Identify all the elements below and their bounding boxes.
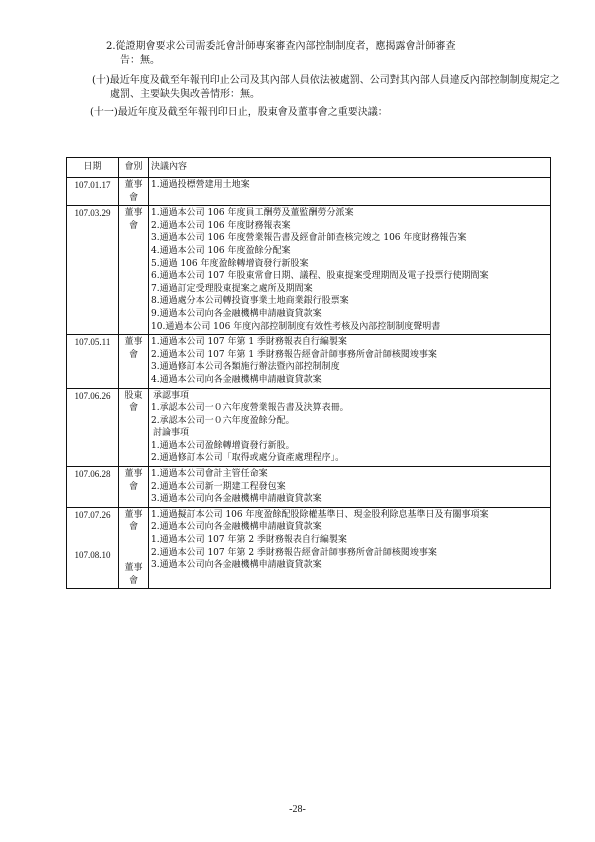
table-header-row bbox=[67, 158, 551, 178]
header-resolution: 決議內容 bbox=[149, 158, 551, 178]
intro-item-11 bbox=[90, 106, 562, 120]
resolution-item: 2.承認本公司一０六年度盈餘分配。 bbox=[151, 415, 295, 426]
row-date: 107.03.29 bbox=[67, 206, 119, 335]
row-meeting-type: 董事會 bbox=[119, 335, 149, 388]
resolution-item: 9.通過本公司向各金融機構申請融資貸款案 bbox=[151, 308, 322, 319]
resolution-item: 7.通過訂定受理股東提案之處所及期間案 bbox=[151, 283, 313, 294]
row-meeting-type-group bbox=[119, 507, 149, 588]
section-heading: 承認事項 bbox=[153, 390, 190, 401]
intro-item-2 bbox=[92, 40, 562, 68]
resolution-item: 3.通過本公司向各金融機構申請融資貸款案 bbox=[151, 494, 322, 505]
table-row bbox=[67, 507, 551, 588]
resolution-item: 10.通過本公司 106 年度內部控制制度有效性考核及內部控制制度聲明書 bbox=[151, 321, 441, 332]
resolution-item: 2.通過本公司 107 年第 1 季財務報告經會計師事務所會計師核閱竣事案 bbox=[151, 349, 437, 360]
row-resolutions bbox=[149, 467, 551, 508]
row-date: 107.05.11 bbox=[67, 335, 119, 388]
row-resolutions bbox=[149, 178, 551, 206]
row-meeting-type: 董事會 bbox=[119, 206, 149, 335]
resolution-item: 1.通過擬訂本公司 106 年度盈餘配股除權基準日、現金股利除息基準日及有關事項案 bbox=[151, 509, 489, 520]
resolution-item: 1.承認本公司一０六年度營業報告書及決算表冊。 bbox=[151, 403, 349, 414]
intro-item-10 bbox=[92, 74, 562, 102]
resolution-item: 5.通過 106 年度盈餘轉增資發行新股案 bbox=[151, 258, 309, 269]
resolution-item: 2.通過本公司向各金融機構申請融資貸款案 bbox=[151, 522, 322, 533]
row-meeting-type: 董事會 bbox=[124, 509, 143, 533]
row-date: 107.06.28 bbox=[67, 467, 119, 508]
resolution-item: 8.通過處分本公司轉投資事業土地商業銀行股票案 bbox=[151, 296, 349, 307]
intro-section bbox=[92, 40, 562, 120]
row-date: 107.07.26 bbox=[74, 509, 111, 520]
resolution-item: 2.通過本公司 107 年第 2 季財務報告經會計師事務所會計師核閱竣事案 bbox=[151, 547, 437, 558]
row-date: 107.06.26 bbox=[67, 388, 119, 467]
resolution-item: 2.通過本公司新一期建工程發包案 bbox=[151, 481, 286, 492]
intro-line-3: (十一)最近年度及截至年報刊印日止，股東會及董事會之重要決議： bbox=[90, 107, 388, 118]
row-resolutions bbox=[149, 206, 551, 335]
resolutions-table bbox=[66, 157, 551, 589]
resolution-item: 2.通過修訂本公司「取得或處分資產處理程序」。 bbox=[151, 453, 345, 464]
section-heading: 討論事項 bbox=[153, 428, 190, 439]
row-resolutions bbox=[149, 507, 551, 588]
header-date: 日期 bbox=[67, 158, 119, 178]
row-meeting-type: 董事會 bbox=[119, 467, 149, 508]
row-date-group bbox=[67, 507, 119, 588]
resolution-item: 1.通過本公司盈餘轉增資發行新股。 bbox=[151, 440, 295, 451]
resolution-item: 6.通過本公司 107 年股東常會日期、議程、股東提案受理期間及電子投票行使期間案 bbox=[151, 271, 489, 282]
row-meeting-type-second: 董事會 bbox=[124, 563, 143, 586]
intro-line-1b: 告：無。 bbox=[120, 55, 160, 66]
resolution-item: 1.通過本公司會計主管任命案 bbox=[151, 469, 268, 480]
row-meeting-type: 董事會 bbox=[119, 178, 149, 206]
row-meeting-type: 股東會 bbox=[119, 388, 149, 467]
intro-line-2: (十)最近年度及截至年報刊印止公司及其內部人員依法被處罰、公司對其內部人員違反內部控制制度規定之處罰、主要缺失與改善情形：無。 bbox=[92, 75, 560, 100]
resolution-item: 4.通過本公司向各金融機構申請融資貸款案 bbox=[151, 374, 322, 385]
resolution-item: 3.通過修訂本公司各類施行辦法暨內部控制制度 bbox=[151, 362, 340, 373]
table-row bbox=[67, 388, 551, 467]
resolution-item: 2.通過本公司 106 年度財務報表案 bbox=[151, 220, 291, 231]
resolution-item: 1.通過本公司 107 年第 1 季財務報表自行編製案 bbox=[151, 337, 347, 348]
resolution-item: 3.通過本公司向各金融機構申請融資貸款案 bbox=[151, 560, 322, 571]
row-resolutions bbox=[149, 388, 551, 467]
row-resolutions bbox=[149, 335, 551, 388]
resolution-item: 1.通過本公司 107 年第 2 季財務報表自行編製案 bbox=[151, 535, 347, 546]
row-date: 107.01.17 bbox=[67, 178, 119, 206]
header-meeting-type: 會別 bbox=[119, 158, 149, 178]
intro-line-1: 2.從證期會要求公司需委託會計師專案審查內部控制制度者，應揭露會計師審查 bbox=[106, 41, 456, 52]
resolution-item: 1.通過本公司 106 年度員工酬勞及董監酬勞分派案 bbox=[151, 208, 354, 219]
table-row bbox=[67, 178, 551, 206]
table-row bbox=[67, 335, 551, 388]
resolution-item: 1.通過投標營建用土地案 bbox=[151, 180, 250, 190]
table-row bbox=[67, 467, 551, 508]
page-number: -28- bbox=[289, 804, 306, 815]
resolution-item: 4.通過本公司 106 年度盈餘分配案 bbox=[151, 245, 291, 256]
table-row bbox=[67, 206, 551, 335]
row-date-second: 107.08.10 bbox=[74, 550, 111, 561]
resolution-item: 3.通過本公司 106 年度營業報告書及經會計師查核完竣之 106 年度財務報告案 bbox=[151, 233, 467, 244]
